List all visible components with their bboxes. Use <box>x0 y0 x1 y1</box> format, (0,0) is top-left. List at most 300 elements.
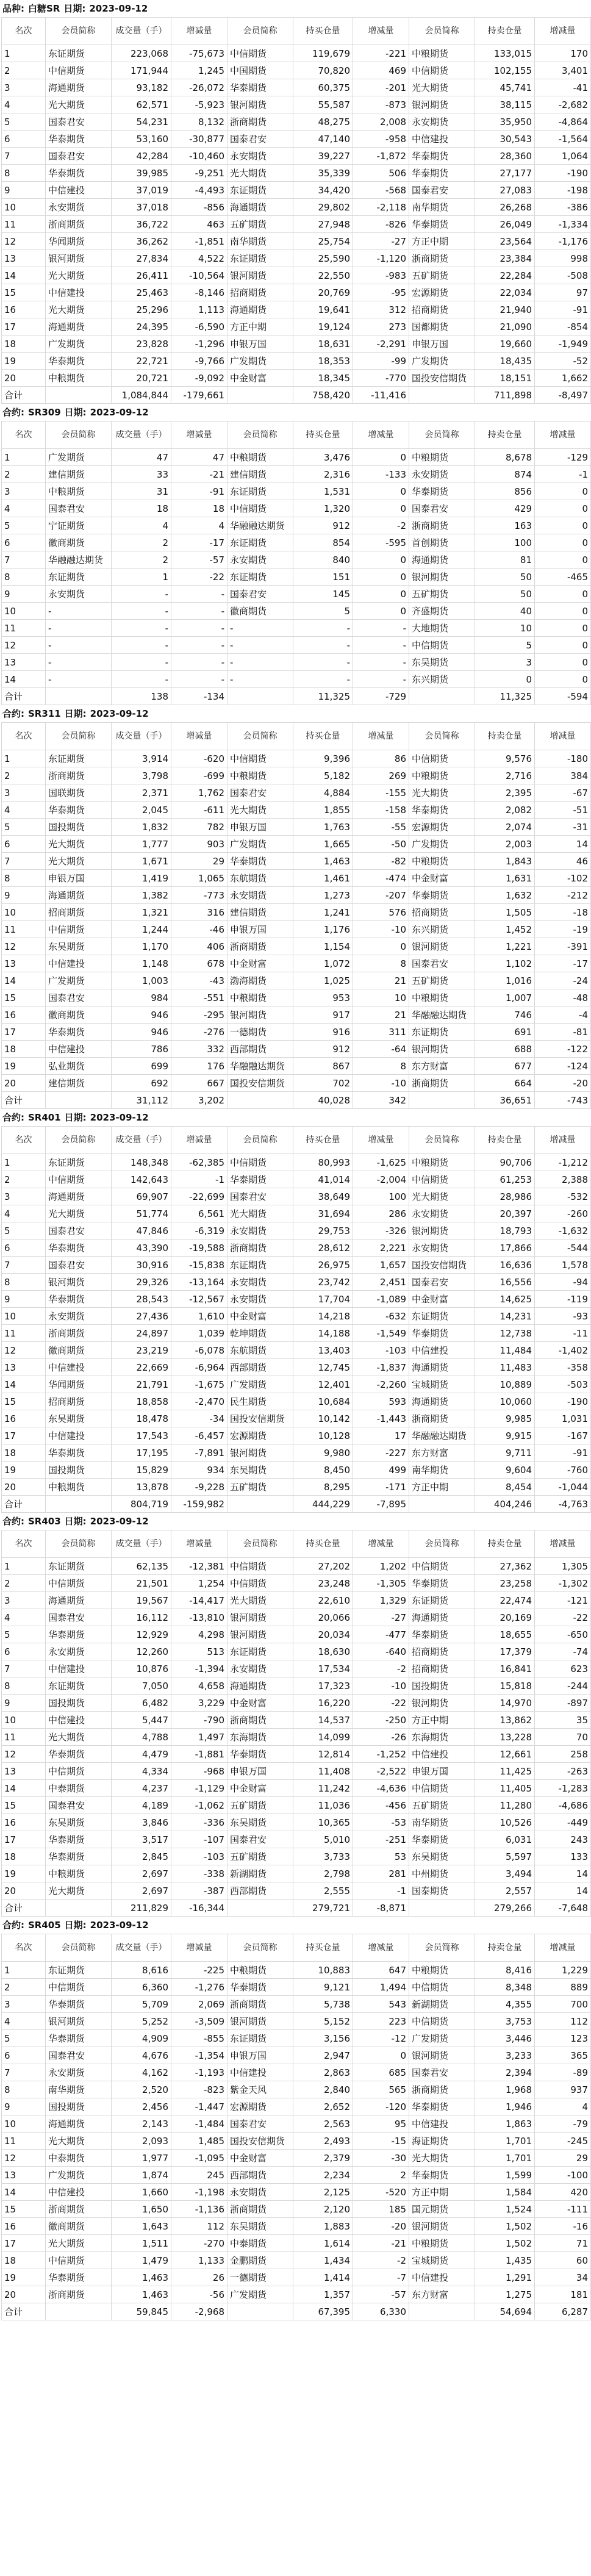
short-position-cell: 1,221 <box>475 938 535 955</box>
long-position-cell: 17,323 <box>293 1677 353 1695</box>
total-short-position: 36,651 <box>475 1092 535 1109</box>
short-position-cell: 1,275 <box>475 2286 535 2303</box>
long-position-cell: 17,534 <box>293 1660 353 1677</box>
short-position-cell: 664 <box>475 1075 535 1092</box>
change-cell: 937 <box>535 2081 591 2098</box>
long-position-cell: 39,227 <box>293 148 353 165</box>
change-cell: 889 <box>535 1979 591 1996</box>
short-position-cell: 50 <box>475 569 535 586</box>
change-cell: -1,212 <box>535 1154 591 1171</box>
member-cell: 银河期货 <box>227 1626 293 1643</box>
change-cell: -386 <box>535 199 591 216</box>
long-position-cell: 1,461 <box>293 870 353 887</box>
change-cell: 14 <box>535 836 591 853</box>
member-cell: 华泰期货 <box>46 2269 112 2286</box>
member-cell: 光大期货 <box>227 1205 293 1222</box>
change-cell: -18 <box>535 904 591 921</box>
change-cell: -456 <box>353 1797 409 1814</box>
change-cell: -26 <box>353 1729 409 1746</box>
section-header <box>1 404 585 421</box>
member-cell: 中粮期货 <box>409 989 475 1006</box>
member-cell: 中粮期货 <box>227 989 293 1006</box>
short-position-cell: 8,678 <box>475 449 535 466</box>
member-cell: 五矿期货 <box>409 1797 475 1814</box>
long-position-cell: 916 <box>293 1024 353 1041</box>
change-cell: -17 <box>535 955 591 972</box>
rank-cell: 14 <box>2 267 46 284</box>
rank-cell: 9 <box>2 1695 46 1712</box>
member-cell: 永安期货 <box>409 466 475 483</box>
long-position-cell: 1,241 <box>293 904 353 921</box>
long-position-cell: - <box>293 620 353 637</box>
volume-header: 成交量（手） <box>112 1530 171 1558</box>
rank-cell: 8 <box>2 870 46 887</box>
member-cell: 中州期货 <box>409 1865 475 1882</box>
change-cell: -1,564 <box>535 131 591 148</box>
long-position-cell: 23,248 <box>293 1575 353 1592</box>
long-position-cell: 10,142 <box>293 1410 353 1427</box>
change-cell: 499 <box>353 1462 409 1479</box>
empty-cell <box>227 1496 293 1513</box>
change-cell: 998 <box>535 250 591 267</box>
table-row <box>2 301 591 318</box>
volume-cell: 2 <box>112 534 171 551</box>
member-cell: 中粮期货 <box>227 767 293 784</box>
table-row <box>2 1342 591 1359</box>
change-cell: -568 <box>353 182 409 199</box>
volume-cell: 4,909 <box>112 2030 171 2047</box>
section-date: 2023-09-12 <box>90 1112 149 1123</box>
change-cell: -1 <box>535 466 591 483</box>
change-cell: 46 <box>535 853 591 870</box>
table-header-row <box>2 1934 591 1962</box>
member-cell: 国元期货 <box>409 2201 475 2218</box>
table-header-row <box>2 1530 591 1558</box>
member-cell: 中信期货 <box>46 1979 112 1996</box>
change-cell: -4,493 <box>171 182 227 199</box>
member-cell: 中信建投 <box>46 1427 112 1444</box>
change-cell: 223 <box>353 2013 409 2030</box>
short-position-header: 持卖仓量 <box>475 1530 535 1558</box>
long-position-cell: 9,980 <box>293 1444 353 1462</box>
change-cell: 0 <box>535 671 591 688</box>
member-cell: 华泰期货 <box>46 1024 112 1041</box>
long-position-cell: 1,025 <box>293 972 353 989</box>
table-header-row <box>2 422 591 449</box>
change-cell: -449 <box>535 1814 591 1831</box>
section-date: 2023-09-12 <box>90 1920 149 1931</box>
change-cell: -20 <box>353 2218 409 2235</box>
table-header-row <box>2 723 591 750</box>
change-cell: -465 <box>535 569 591 586</box>
member-cell: 广发期货 <box>409 836 475 853</box>
member-cell: 招商期货 <box>227 284 293 301</box>
long-position-header: 持买仓量 <box>293 1127 353 1154</box>
change-cell: -1,252 <box>353 1746 409 1763</box>
empty-cell <box>409 2303 475 2320</box>
table-row <box>2 199 591 216</box>
member-cell: 东航期货 <box>227 1342 293 1359</box>
table-row <box>2 551 591 569</box>
member-cell: 海通期货 <box>409 1393 475 1410</box>
change-cell: -2 <box>353 2252 409 2269</box>
table-row <box>2 113 591 131</box>
change-cell: -198 <box>535 182 591 199</box>
member-cell: 中粮期货 <box>46 370 112 387</box>
long-position-cell: 3,476 <box>293 449 353 466</box>
change-cell: -27 <box>353 233 409 250</box>
futures-ranking-document <box>1 0 588 2320</box>
short-position-cell: 1,502 <box>475 2235 535 2252</box>
member-cell: 国泰君安 <box>46 989 112 1006</box>
volume-cell: 1,874 <box>112 2167 171 2184</box>
short-position-cell: 14,970 <box>475 1695 535 1712</box>
member-cell: 徽商期货 <box>46 1342 112 1359</box>
short-position-cell: 61,253 <box>475 1171 535 1188</box>
long-position-cell: 11,408 <box>293 1763 353 1780</box>
table-row <box>2 1763 591 1780</box>
long-position-cell: 41,014 <box>293 1171 353 1188</box>
rank-cell: 18 <box>2 1444 46 1462</box>
volume-cell: - <box>112 586 171 603</box>
change-cell: 365 <box>535 2047 591 2064</box>
table-row <box>2 1291 591 1308</box>
rank-cell: 20 <box>2 1479 46 1496</box>
member-cell: 五矿期货 <box>409 586 475 603</box>
member-cell: 东吴期货 <box>46 1814 112 1831</box>
member-cell: 永安期货 <box>409 113 475 131</box>
table-row <box>2 216 591 233</box>
total-row <box>2 387 591 404</box>
volume-cell: 4,788 <box>112 1729 171 1746</box>
rank-cell: 16 <box>2 1006 46 1024</box>
member-cell: 光大期货 <box>46 2235 112 2252</box>
volume-cell: 20,721 <box>112 370 171 387</box>
change-cell: -1 <box>353 1882 409 1900</box>
short-position-cell: 27,362 <box>475 1558 535 1575</box>
member-cell: 建信期货 <box>46 1075 112 1092</box>
change-cell: -167 <box>535 1427 591 1444</box>
long-position-cell: 19,124 <box>293 318 353 335</box>
short-position-cell: 4,355 <box>475 1996 535 2013</box>
member-cell: 光大期货 <box>46 267 112 284</box>
empty-cell <box>227 1900 293 1917</box>
member-cell: 建信期货 <box>227 904 293 921</box>
member-cell: 东吴期货 <box>46 938 112 955</box>
volume-cell: 62,571 <box>112 96 171 113</box>
total-change: -179,661 <box>171 387 227 404</box>
member-cell: 银河期货 <box>409 569 475 586</box>
member-header: 会员简称 <box>46 1127 112 1154</box>
change-cell: -1,276 <box>171 1979 227 1996</box>
table-row <box>2 1274 591 1291</box>
volume-cell: 18,858 <box>112 1393 171 1410</box>
member-cell: 永安期货 <box>227 148 293 165</box>
change-cell: 700 <box>535 1996 591 2013</box>
rank-cell: 18 <box>2 2252 46 2269</box>
change-cell: -826 <box>353 216 409 233</box>
volume-header: 成交量（手） <box>112 422 171 449</box>
ranking-table <box>1 421 591 705</box>
change-header: 增减量 <box>535 1127 591 1154</box>
change-cell: 1,762 <box>171 784 227 802</box>
change-cell: 97 <box>535 284 591 301</box>
member-cell: 东证期货 <box>46 1154 112 1171</box>
change-cell: - <box>171 586 227 603</box>
member-cell: 中粮期货 <box>409 449 475 466</box>
change-cell: 506 <box>353 165 409 182</box>
short-position-cell: 2,716 <box>475 767 535 784</box>
change-cell: 0 <box>353 569 409 586</box>
member-cell: 华泰期货 <box>409 1626 475 1643</box>
rank-cell: 3 <box>2 79 46 96</box>
rank-cell: 11 <box>2 1729 46 1746</box>
long-position-cell: 10,128 <box>293 1427 353 1444</box>
volume-cell: 23,828 <box>112 335 171 353</box>
section-header <box>1 1917 585 1934</box>
table-row <box>2 1626 591 1643</box>
short-position-cell: 1,631 <box>475 870 535 887</box>
ranking-table <box>1 1126 591 1513</box>
total-row <box>2 1900 591 1917</box>
member-cell: 南华期货 <box>409 1814 475 1831</box>
short-position-cell: 23,384 <box>475 250 535 267</box>
member-cell: 华泰期货 <box>46 802 112 819</box>
short-position-cell: 1,505 <box>475 904 535 921</box>
long-position-cell: 2,798 <box>293 1865 353 1882</box>
short-position-cell: 6,031 <box>475 1831 535 1848</box>
change-cell: 316 <box>171 904 227 921</box>
table-row <box>2 887 591 904</box>
member-cell: 浙商期货 <box>409 1075 475 1092</box>
volume-cell: 1,463 <box>112 2286 171 2303</box>
total-change: -8,871 <box>353 1900 409 1917</box>
member-cell: 国泰君安 <box>227 1831 293 1848</box>
change-cell: 2,069 <box>171 1996 227 2013</box>
total-change: 342 <box>353 1092 409 1109</box>
change-cell: -8,146 <box>171 284 227 301</box>
long-position-cell: 12,814 <box>293 1746 353 1763</box>
rank-cell: 17 <box>2 1831 46 1848</box>
rank-cell: 5 <box>2 113 46 131</box>
change-cell: 0 <box>353 551 409 569</box>
member-cell: 永安期货 <box>227 1274 293 1291</box>
member-cell: 广发期货 <box>46 972 112 989</box>
change-cell: -158 <box>353 802 409 819</box>
member-cell: 华融融达期货 <box>409 1427 475 1444</box>
change-cell: -854 <box>535 318 591 335</box>
member-cell: 银河期货 <box>409 938 475 955</box>
short-position-cell: 0 <box>475 671 535 688</box>
change-cell: -22,699 <box>171 1188 227 1205</box>
rank-cell: 13 <box>2 250 46 267</box>
long-position-cell: 20,066 <box>293 1609 353 1626</box>
member-cell: 海通期货 <box>46 1188 112 1205</box>
member-cell: 广发期货 <box>227 353 293 370</box>
rank-cell: 7 <box>2 2064 46 2081</box>
volume-cell: 984 <box>112 989 171 1006</box>
change-cell: 647 <box>353 1962 409 1979</box>
member-cell: 浙商期货 <box>227 113 293 131</box>
rank-cell: 2 <box>2 1979 46 1996</box>
table-row <box>2 2286 591 2303</box>
long-position-cell: 5,152 <box>293 2013 353 2030</box>
member-cell: 中粮期货 <box>227 1962 293 1979</box>
long-position-cell: 20,769 <box>293 284 353 301</box>
short-position-header: 持卖仓量 <box>475 18 535 45</box>
member-cell: 国泰君安 <box>409 2064 475 2081</box>
member-cell: 中信建投 <box>46 955 112 972</box>
member-cell: 中信期货 <box>227 500 293 517</box>
table-row <box>2 250 591 267</box>
rank-cell: 2 <box>2 466 46 483</box>
rank-cell: 10 <box>2 1308 46 1325</box>
volume-cell: 36,722 <box>112 216 171 233</box>
total-long-position: 758,420 <box>293 387 353 404</box>
change-cell: -26,072 <box>171 79 227 96</box>
rank-cell: 6 <box>2 131 46 148</box>
rank-cell: 9 <box>2 1291 46 1308</box>
volume-cell: 17,543 <box>112 1427 171 1444</box>
member-cell: 弘业期货 <box>46 1058 112 1075</box>
short-position-cell: 9,604 <box>475 1462 535 1479</box>
member-cell: 东证期货 <box>46 569 112 586</box>
member-cell: 东方财富 <box>409 1058 475 1075</box>
member-cell: - <box>46 671 112 688</box>
change-cell: 100 <box>353 1188 409 1205</box>
rank-cell: 11 <box>2 2133 46 2150</box>
table-row <box>2 2064 591 2081</box>
section-kind-label: 合约: <box>2 1112 24 1123</box>
member-cell: 中金财富 <box>227 2150 293 2167</box>
change-cell: 0 <box>535 551 591 569</box>
member-cell: 华泰期货 <box>227 853 293 870</box>
total-change: 3,202 <box>171 1092 227 1109</box>
member-header: 会员简称 <box>227 723 293 750</box>
change-cell: 1,485 <box>171 2133 227 2150</box>
change-cell: -2,470 <box>171 1393 227 1410</box>
change-cell: - <box>171 654 227 671</box>
member-cell: 西部期货 <box>227 1359 293 1376</box>
volume-cell: 2,371 <box>112 784 171 802</box>
change-cell: -1,089 <box>353 1291 409 1308</box>
volume-cell: 17,195 <box>112 1444 171 1462</box>
change-cell: -51 <box>535 802 591 819</box>
rank-cell: 12 <box>2 2150 46 2167</box>
change-cell: -9,251 <box>171 165 227 182</box>
table-header-row <box>2 18 591 45</box>
change-cell: 2,221 <box>353 1240 409 1257</box>
table-row <box>2 1205 591 1222</box>
volume-cell: 18,478 <box>112 1410 171 1427</box>
total-change: -594 <box>535 688 591 705</box>
volume-cell: 5,252 <box>112 2013 171 2030</box>
member-cell: 银河期货 <box>227 1444 293 1462</box>
change-cell: -55 <box>353 819 409 836</box>
date-label: 日期: <box>64 1920 87 1931</box>
rank-cell: 14 <box>2 2184 46 2201</box>
member-cell: 东方财富 <box>409 2286 475 2303</box>
change-cell: 269 <box>353 767 409 784</box>
change-cell: 53 <box>353 1848 409 1865</box>
long-position-cell: 1,614 <box>293 2235 353 2252</box>
short-position-cell: 2,003 <box>475 836 535 853</box>
change-cell: - <box>171 620 227 637</box>
rank-cell: 3 <box>2 784 46 802</box>
rank-cell: 16 <box>2 301 46 318</box>
rank-cell: 9 <box>2 2098 46 2115</box>
member-cell: 东航期货 <box>227 870 293 887</box>
volume-cell: 4,334 <box>112 1763 171 1780</box>
total-long-position: 279,721 <box>293 1900 353 1917</box>
volume-cell: 29,326 <box>112 1274 171 1291</box>
volume-cell: 1,382 <box>112 887 171 904</box>
volume-cell: 69,907 <box>112 1188 171 1205</box>
table-row <box>2 466 591 483</box>
short-position-cell: 856 <box>475 483 535 500</box>
table-row <box>2 870 591 887</box>
volume-cell: 1,977 <box>112 2150 171 2167</box>
short-position-cell: 1,599 <box>475 2167 535 2184</box>
member-cell: 华泰期货 <box>227 1171 293 1188</box>
total-change: -2,968 <box>171 2303 227 2320</box>
short-position-cell: 26,268 <box>475 199 535 216</box>
total-long-position: 444,229 <box>293 1496 353 1513</box>
change-cell: -773 <box>171 887 227 904</box>
ranking-section <box>1 404 588 705</box>
table-row <box>2 1996 591 2013</box>
rank-cell: 16 <box>2 1410 46 1427</box>
member-cell: 中金财富 <box>409 1291 475 1308</box>
volume-cell: 1,244 <box>112 921 171 938</box>
long-position-cell: 14,218 <box>293 1308 353 1325</box>
rank-cell: 3 <box>2 483 46 500</box>
change-cell: - <box>353 620 409 637</box>
table-header-row <box>2 1127 591 1154</box>
change-cell: -1,120 <box>353 250 409 267</box>
member-cell: 国泰君安 <box>227 2115 293 2133</box>
member-cell: - <box>227 654 293 671</box>
long-position-cell: 854 <box>293 534 353 551</box>
total-label: 合计 <box>2 2303 46 2320</box>
long-position-cell: 5,182 <box>293 767 353 784</box>
change-cell: 21 <box>353 1006 409 1024</box>
long-position-cell: 1,434 <box>293 2252 353 2269</box>
short-position-cell: 102,155 <box>475 62 535 79</box>
long-position-cell: 1,763 <box>293 819 353 836</box>
member-cell: 永安期货 <box>227 1660 293 1677</box>
member-cell: 中粮期货 <box>409 45 475 62</box>
member-cell: 海通期货 <box>46 79 112 96</box>
change-cell: 4 <box>535 2098 591 2115</box>
change-cell: -823 <box>171 2081 227 2098</box>
change-header: 增减量 <box>171 723 227 750</box>
table-row <box>2 1479 591 1496</box>
change-cell: 0 <box>353 500 409 517</box>
member-cell: 光大期货 <box>227 1592 293 1609</box>
member-cell: 南华期货 <box>409 1462 475 1479</box>
short-position-cell: 9,915 <box>475 1427 535 1444</box>
long-position-cell: 1,531 <box>293 483 353 500</box>
long-position-cell: 16,220 <box>293 1695 353 1712</box>
member-cell: 中信期货 <box>409 2013 475 2030</box>
member-cell: 东证期货 <box>409 1592 475 1609</box>
change-cell: -650 <box>535 1626 591 1643</box>
rank-cell: 12 <box>2 637 46 654</box>
rank-cell: 19 <box>2 1462 46 1479</box>
member-cell: 永安期货 <box>227 551 293 569</box>
member-cell: 方正中期 <box>409 1479 475 1496</box>
